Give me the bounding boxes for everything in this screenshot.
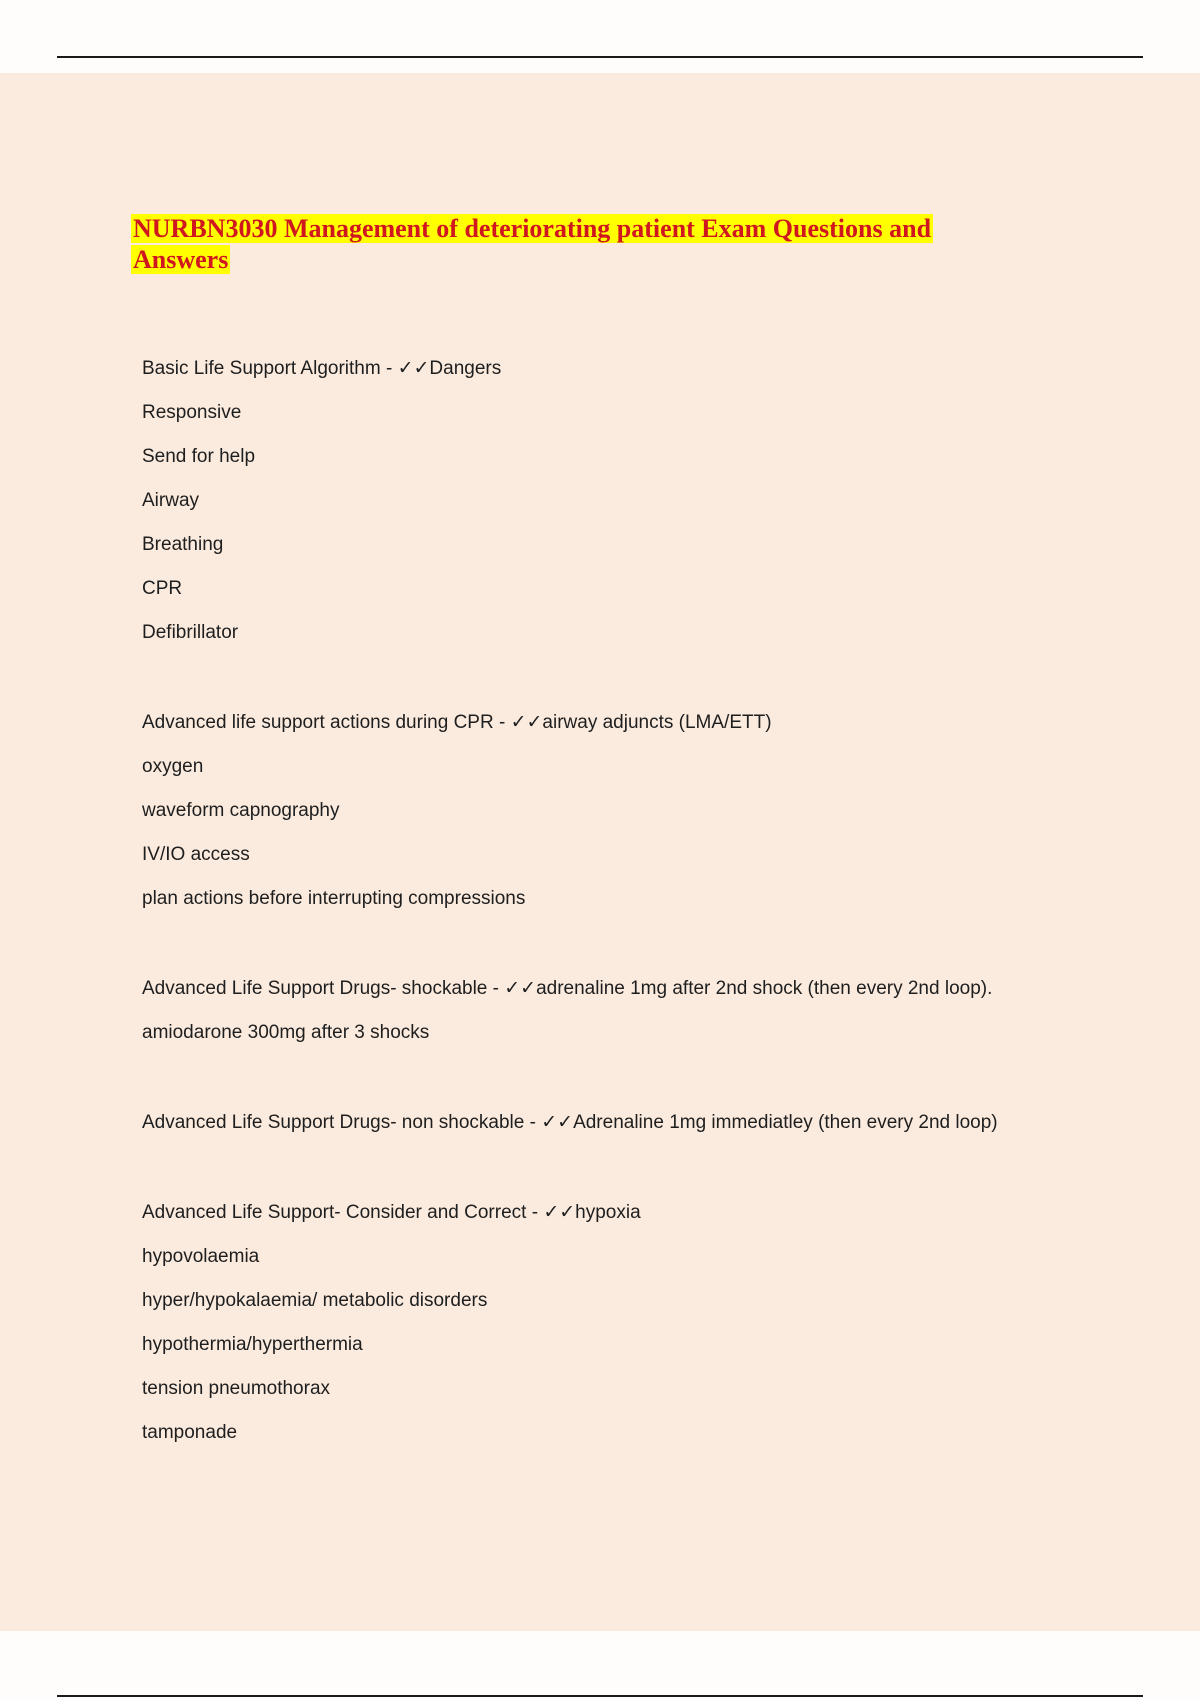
answer-line: Airway: [142, 490, 200, 511]
answer-line: plan actions before interrupting compressions: [142, 888, 526, 909]
title-line-2: Answers: [133, 245, 229, 274]
answer-line: oxygen: [142, 756, 204, 777]
answer-line: tamponade: [142, 1422, 238, 1443]
answer-line: amiodarone 300mg after 3 shocks: [142, 1022, 430, 1043]
block-spacer: [142, 1063, 1102, 1109]
question-line: Advanced Life Support Drugs- shockable - ✓✓adrenaline 1mg after 2nd shock (then every 2nd loop).: [142, 978, 993, 999]
answer-line: hypovolaemia: [142, 1246, 260, 1267]
document-page: [0, 73, 1200, 1631]
answer-line: waveform capnography: [142, 800, 340, 821]
answer-line: Responsive: [142, 402, 242, 423]
answer-line: tension pneumothorax: [142, 1378, 331, 1399]
top-rule: [57, 56, 1143, 58]
question-line: Basic Life Support Algorithm - ✓✓Dangers: [142, 358, 502, 379]
answer-line: Send for help: [142, 446, 256, 467]
question-line: Advanced Life Support- Consider and Correct - ✓✓hypoxia: [142, 1202, 641, 1223]
qa-content: [142, 355, 1102, 1463]
qa-item: [142, 975, 1102, 1063]
question-line: Advanced Life Support Drugs- non shockable - ✓✓Adrenaline 1mg immediatley (then every 2nd loop): [142, 1112, 998, 1133]
answer-line: hypothermia/hyperthermia: [142, 1334, 363, 1355]
title-line-1: NURBN3030 Management of deteriorating patient Exam Questions and: [133, 214, 932, 243]
answer-line: IV/IO access: [142, 844, 250, 865]
question-line: Advanced life support actions during CPR - ✓✓airway adjuncts (LMA/ETT): [142, 712, 772, 733]
block-spacer: [142, 929, 1102, 975]
bottom-rule: [57, 1695, 1143, 1697]
document-title: [131, 213, 1011, 275]
block-spacer: [142, 1153, 1102, 1199]
answer-line: hyper/hypokalaemia/ metabolic disorders: [142, 1290, 488, 1311]
block-spacer: [142, 663, 1102, 709]
answer-line: Breathing: [142, 534, 224, 555]
qa-item: [142, 1109, 1102, 1153]
answer-line: Defibrillator: [142, 622, 239, 643]
qa-item: [142, 355, 1102, 663]
qa-item: [142, 1199, 1102, 1463]
answer-line: CPR: [142, 578, 183, 599]
qa-item: [142, 709, 1102, 929]
